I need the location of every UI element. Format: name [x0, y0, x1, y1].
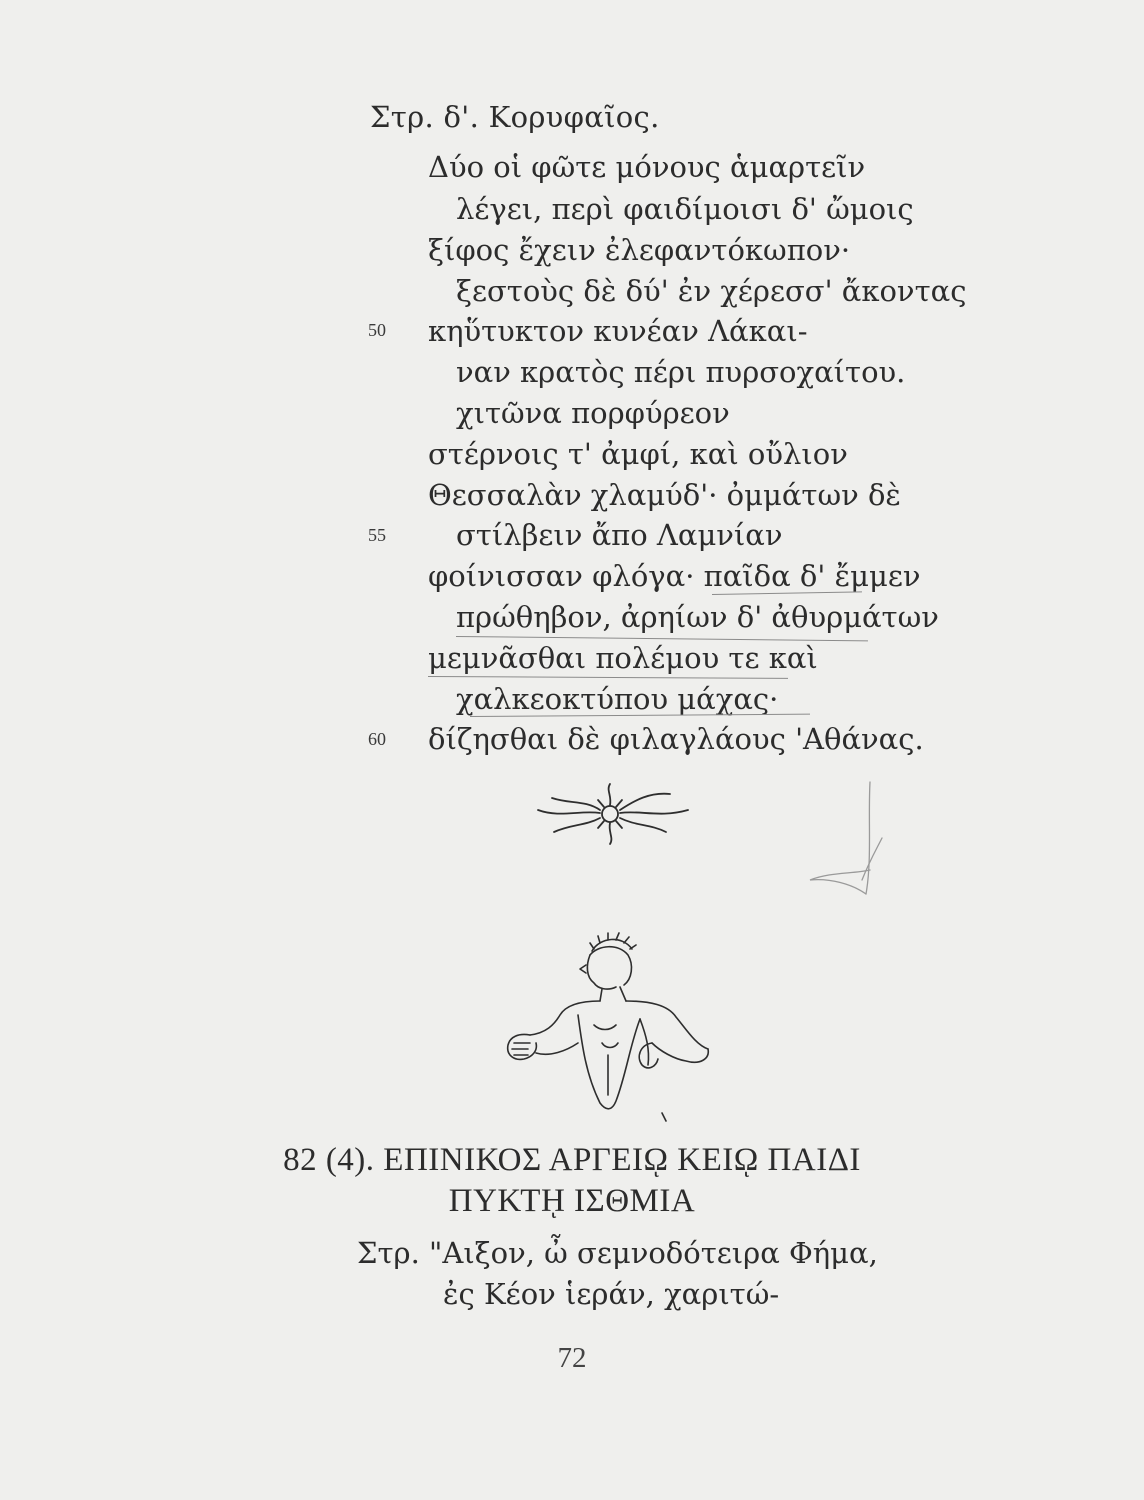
verse-line: πρώθηβον, ἀρηίων δ' ἀθυρμάτων	[456, 600, 939, 634]
page-number: 72	[557, 1342, 587, 1374]
section-title: 82 (4). ΕΠΙΝΙΚΟΣ ΑΡΓΕΙῼ ΚΕΙῼ ΠΑΙΔΙ	[283, 1142, 861, 1178]
verse-line: στέρνοις τ' ἀμφί, καὶ οὔλιον	[428, 437, 848, 471]
verse-line: μεμνᾶσθαι πολέμου τε καὶ	[428, 641, 818, 675]
line-number: 50	[368, 320, 386, 340]
verse-line: λέγει, περὶ φαιδίμοισι δ' ὤμοις	[456, 192, 914, 226]
verse-line: φοίνισσαν φλόγα· παῖδα δ' ἔμμεν	[428, 559, 921, 593]
verse-line: ναν κρατὸς πέρι πυρσοχαίτου.	[456, 355, 906, 389]
pencil-underline	[428, 676, 788, 679]
verse-line: ἐς Κέον ἱεράν, χαριτώ-	[443, 1277, 780, 1311]
line-number: 60	[368, 729, 386, 749]
verse-line: δίζησθαι δὲ φιλαγλάους 'Αθάνας.	[428, 722, 924, 756]
strophe-header: Στρ. δ'. Κορυφαῖος.	[370, 100, 660, 134]
verse-line: Δύο οἱ φῶτε μόνους ἁμαρτεῖν	[428, 150, 866, 184]
pencil-mark-icon	[800, 780, 890, 900]
verse-line: Θεσσαλὰν χλαμύδ'· ὀμμάτων δὲ	[428, 478, 901, 512]
verse-line: κηὕτυκτον κυνέαν Λάκαι-	[428, 314, 808, 348]
verse-line: ξεστοὺς δὲ δύ' ἐν χέρεσσ' ἄκοντας	[456, 274, 967, 308]
verse-line: Στρ. "Αιξον, ὦ σεμνοδότειρα Φήμα,	[357, 1236, 878, 1270]
line-number: 55	[368, 525, 386, 545]
verse-line: ξίφος ἔχειν ἐλεφαντόκωπον·	[428, 233, 851, 267]
sun-ornament-icon	[530, 780, 700, 850]
verse-line: χαλκεοκτύπου μάχας·	[456, 682, 779, 716]
section-subtitle: ΠΥΚΤῌ ΙΣΘΜΙΑ	[448, 1183, 696, 1219]
verse-line: χιτῶνα πορφύρεον	[456, 396, 730, 430]
youth-boxer-illustration-icon	[490, 925, 720, 1125]
verse-line: στίλβειν ἄπο Λαμνίαν	[456, 518, 783, 552]
